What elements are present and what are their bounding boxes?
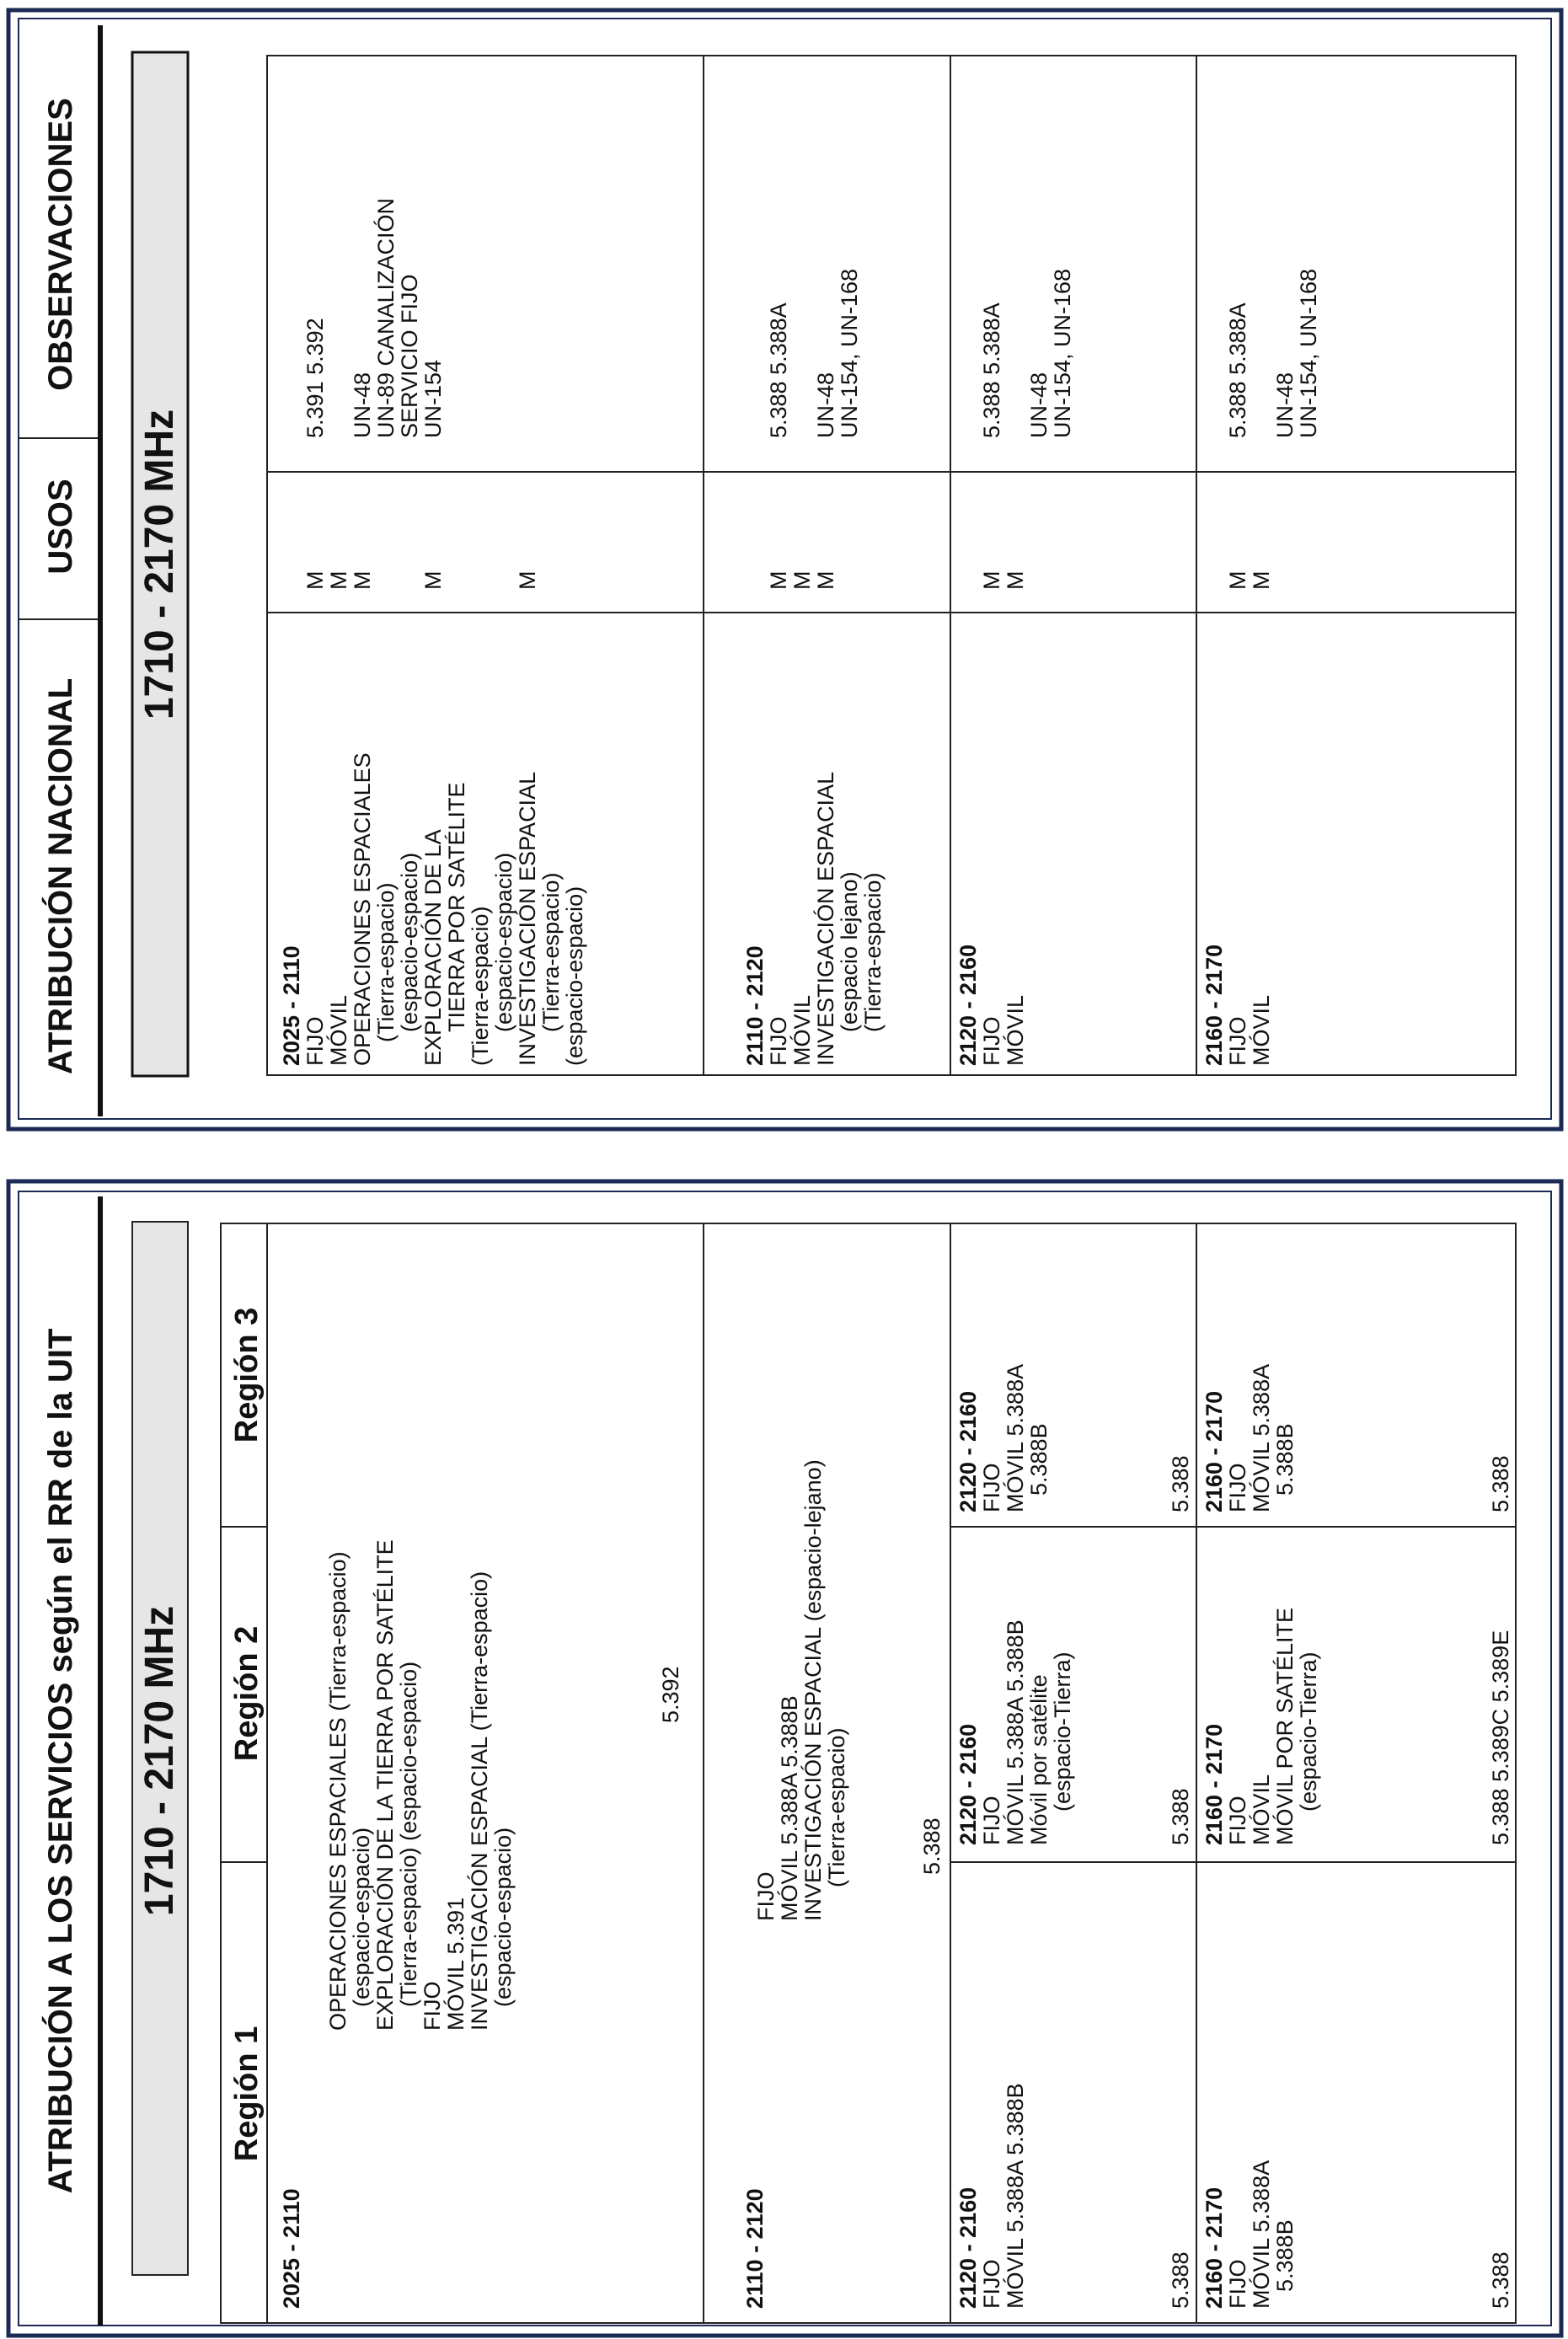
usos-mark: M bbox=[979, 570, 1004, 590]
service-line: EXPLORACIÓN DE LA bbox=[420, 829, 446, 1066]
service-line: 5.388B bbox=[1272, 2219, 1298, 2292]
service-line: FIJO bbox=[766, 1016, 791, 1066]
service-line: INVESTIGACIÓN ESPACIAL bbox=[515, 771, 540, 1066]
service-line: INVESTIGACIÓN ESPACIAL bbox=[813, 771, 838, 1066]
service-line: MÓVIL bbox=[1003, 994, 1028, 1066]
national-panel-inner-frame bbox=[19, 19, 1551, 1119]
usos-mark: M bbox=[766, 570, 791, 590]
service-line: 2120 - 2160 bbox=[955, 2186, 981, 2309]
region-2-header: Región 2 bbox=[229, 1625, 265, 1762]
service-line: MÓVIL bbox=[326, 994, 351, 1066]
observation: 5.388 5.388A bbox=[766, 302, 791, 438]
footnote: 5.388 bbox=[1168, 1788, 1193, 1845]
footnote: 5.388 5.389C 5.389E bbox=[1488, 1630, 1513, 1845]
service-line: Móvil por satélite bbox=[1026, 1674, 1052, 1845]
national-band-label: 1710 - 2170 MHz bbox=[137, 409, 182, 720]
service-line: (espacio-espacio) bbox=[349, 1827, 374, 2007]
observation: UN-154, UN-168 bbox=[1296, 268, 1321, 438]
service-line: (espacio-Tierra) bbox=[1296, 1651, 1321, 1812]
service-line: (espacio lejano) bbox=[837, 871, 862, 1032]
service-line: 5.388B bbox=[1026, 1423, 1052, 1496]
service-line: OPERACIONES ESPACIALES (Tierra-espacio) bbox=[325, 1551, 351, 2031]
usos-mark: M bbox=[515, 570, 540, 590]
observation: 5.388 5.388A bbox=[979, 302, 1004, 438]
service-line: MÓVIL bbox=[1249, 1774, 1274, 1845]
service-line: FIJO bbox=[302, 1016, 328, 1066]
usos-mark: M bbox=[1225, 570, 1250, 590]
service-line: MÓVIL 5.388A bbox=[1249, 2160, 1274, 2309]
service-line: FIJO bbox=[420, 1981, 445, 2031]
service-line: FIJO bbox=[979, 2259, 1004, 2309]
service-line: (espacio-espacio) bbox=[397, 852, 422, 1032]
observation: 5.388 5.388A bbox=[1225, 302, 1250, 438]
service-line: FIJO bbox=[979, 1796, 1004, 1845]
observation: UN-48 bbox=[1272, 372, 1298, 438]
usos-mark: M bbox=[813, 570, 838, 590]
service-line: 2160 - 2170 bbox=[1201, 1390, 1227, 1512]
observation: UN-48 bbox=[1026, 372, 1052, 438]
service-line: 2160 - 2170 bbox=[1201, 1723, 1227, 1845]
service-line: MÓVIL 5.388A 5.388B bbox=[1003, 2083, 1028, 2309]
service-line: FIJO bbox=[1225, 1016, 1250, 1066]
usos-header: USOS bbox=[42, 479, 79, 575]
observation: UN-48 bbox=[813, 372, 838, 438]
service-line: EXPLORACIÓN DE LA TIERRA POR SATÉLITE bbox=[372, 1539, 398, 2031]
observation: SERVICIO FIJO bbox=[397, 274, 422, 438]
service-line: FIJO bbox=[1225, 2259, 1250, 2309]
itu-allocation-table bbox=[267, 1223, 1516, 2323]
region-3-header: Región 3 bbox=[229, 1307, 265, 1443]
observation: 5.391 5.392 bbox=[302, 318, 328, 438]
service-line: 2160 - 2170 bbox=[1201, 2186, 1227, 2309]
service-line: 2025 - 2110 bbox=[279, 945, 304, 1066]
service-line: MÓVIL 5.391 bbox=[443, 1897, 468, 2031]
observation: UN-154, UN-168 bbox=[837, 268, 862, 438]
service-line: MÓVIL 5.388A 5.388B bbox=[1003, 1619, 1028, 1845]
usos-mark: M bbox=[1003, 570, 1028, 590]
service-line: 2110 - 2120 bbox=[742, 945, 768, 1066]
footnote: 5.388 bbox=[1488, 2251, 1513, 2309]
service-line: (Tierra-espacio) (espacio-espacio) bbox=[396, 1661, 421, 2007]
service-line: TIERRA POR SATÉLITE bbox=[444, 782, 469, 1032]
usos-mark: M bbox=[302, 570, 328, 590]
footnote: 5.388 bbox=[1168, 1455, 1193, 1512]
service-line: 2160 - 2170 bbox=[1201, 944, 1227, 1066]
usos-mark: M bbox=[789, 570, 815, 590]
service-line: (Tierra-espacio) bbox=[538, 872, 564, 1032]
service-line: MÓVIL POR SATÉLITE bbox=[1272, 1607, 1298, 1845]
service-line: INVESTIGACIÓN ESPACIAL (espacio-lejano) bbox=[800, 1459, 826, 1921]
itu-panel-title: ATRIBUCIÓN A LOS SERVICIOS según el RR de la UIT bbox=[42, 1328, 79, 2194]
service-line: INVESTIGACIÓN ESPACIAL (Tierra-espacio) bbox=[467, 1571, 492, 2031]
service-line: (espacio-espacio) bbox=[491, 852, 516, 1032]
service-line: (espacio-espacio) bbox=[490, 1827, 516, 2007]
national-title-rule bbox=[98, 25, 103, 1116]
national-header: ATRIBUCIÓN NACIONAL bbox=[42, 677, 79, 1075]
region-1-header: Región 1 bbox=[229, 2026, 265, 2162]
service-line: 2120 - 2160 bbox=[955, 1390, 981, 1512]
service-line: MÓVIL 5.388A bbox=[1249, 1363, 1274, 1512]
service-line: (Tierra-espacio) bbox=[373, 882, 399, 1042]
service-line: OPERACIONES ESPACIALES bbox=[350, 752, 375, 1066]
service-line: 2120 - 2160 bbox=[955, 944, 981, 1066]
service-line: (Tierra-espacio) bbox=[860, 872, 886, 1032]
usos-mark: M bbox=[326, 570, 351, 590]
service-line: FIJO bbox=[1225, 1463, 1250, 1512]
service-line: FIJO bbox=[979, 1463, 1004, 1512]
band-title: 2110 - 2120 bbox=[742, 2188, 768, 2309]
service-line: 2120 - 2160 bbox=[955, 1723, 981, 1845]
service-line: MÓVIL 5.388A 5.388B bbox=[777, 1695, 802, 1921]
footnote: 5.388 bbox=[919, 1817, 945, 1875]
footnote: 5.392 bbox=[658, 1666, 683, 1723]
observation: UN-89 CANALIZACIÓN bbox=[373, 197, 399, 438]
service-line: (espacio-Tierra) bbox=[1050, 1651, 1075, 1812]
service-line: MÓVIL bbox=[1249, 994, 1274, 1066]
observaciones-header: OBSERVACIONES bbox=[42, 98, 79, 391]
footnote: 5.388 bbox=[1168, 2251, 1193, 2309]
service-line: MÓVIL 5.388A bbox=[1003, 1363, 1028, 1512]
observation: UN-154 bbox=[420, 359, 446, 438]
service-line: MÓVIL bbox=[789, 994, 815, 1066]
itu-title-rule bbox=[98, 1196, 103, 2326]
service-line: (Tierra-espacio) bbox=[824, 1727, 849, 1887]
usos-mark: M bbox=[420, 570, 446, 590]
observation: UN-48 bbox=[350, 372, 375, 438]
service-line: FIJO bbox=[753, 1871, 779, 1921]
usos-mark: M bbox=[1249, 570, 1274, 590]
footnote: 5.388 bbox=[1488, 1455, 1513, 1512]
service-line: (espacio-espacio) bbox=[562, 886, 587, 1066]
itu-band-label: 1710 - 2170 MHz bbox=[137, 1605, 182, 1917]
service-line: FIJO bbox=[1225, 1796, 1250, 1845]
service-line: 5.388B bbox=[1272, 1423, 1298, 1496]
national-panel-frame bbox=[8, 10, 1561, 1129]
observation: UN-154, UN-168 bbox=[1050, 268, 1075, 438]
usos-mark: M bbox=[350, 570, 375, 590]
service-line: (Tierra-espacio) bbox=[468, 906, 493, 1066]
service-line: FIJO bbox=[979, 1016, 1004, 1066]
band-title: 2025 - 2110 bbox=[279, 2188, 304, 2309]
